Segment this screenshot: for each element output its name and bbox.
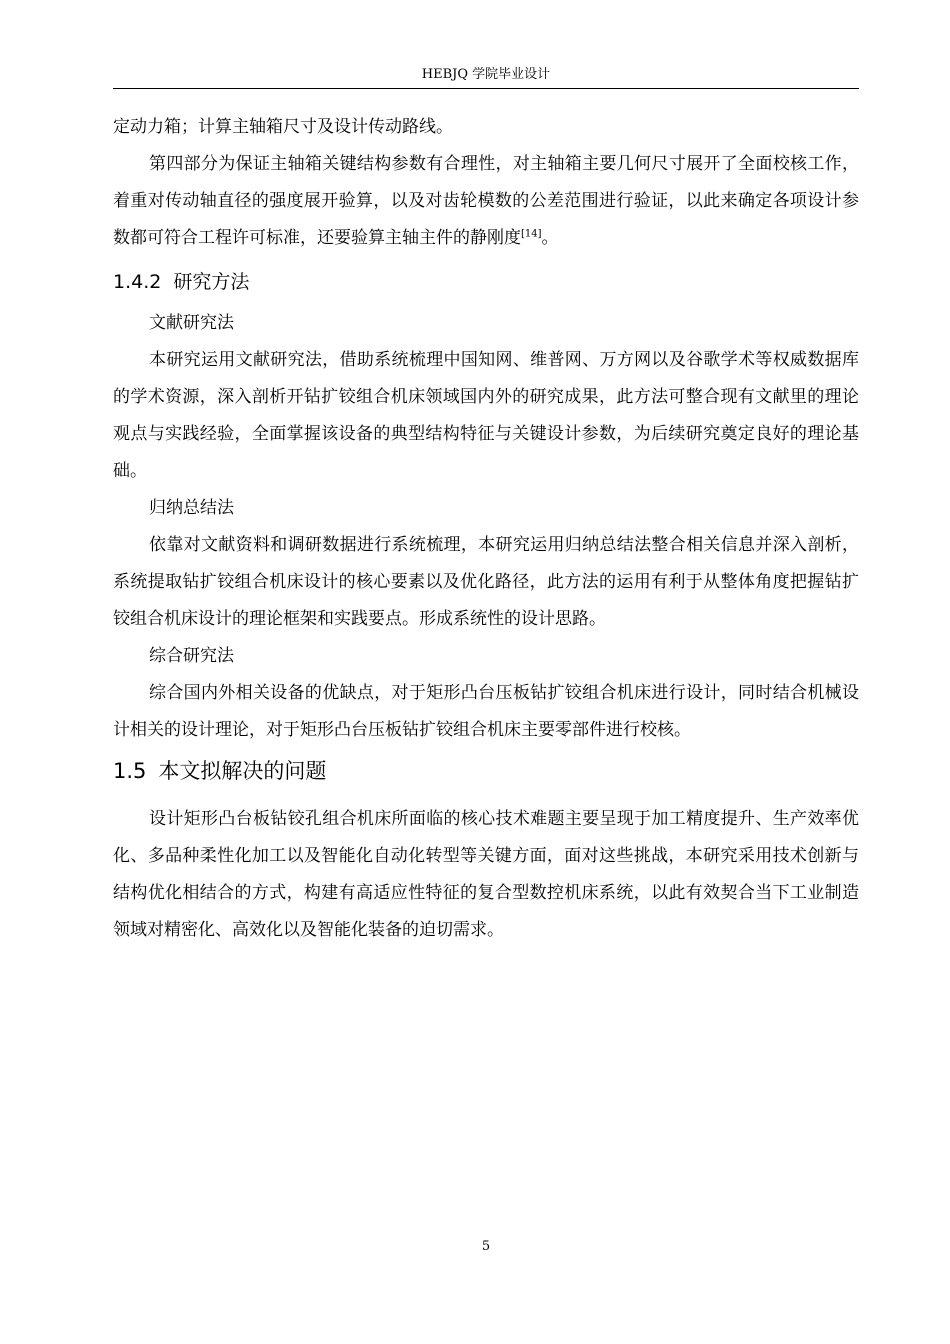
method-3-title: 综合研究法: [149, 646, 234, 666]
method-2-text: 依靠对文献资料和调研数据进行系统梳理，本研究运用归纳总结法整合相关信息并深入剖析，系统提取钻扩铰组合机床设计的核心要素以及优化路径，此方法的运用有利于从整体角度把握钻扩铰组合机床设计的理论框架和实践要点。形成系统性的设计思路。: [113, 535, 859, 629]
page-content: [113, 109, 859, 949]
page-number: 5: [481, 1239, 491, 1254]
method-2-title: 归纳总结法: [149, 498, 234, 518]
paragraph-last: 设计矩形凸台板钻铰孔组合机床所面临的核心技术难题主要呈现于加工精度提升、生产效率优化、多品种柔性化加工以及智能化自动化转型等关键方面，面对这些挑战，本研究采用技术创新与结构优化相结合的方式，构建有高适应性特征的复合型数控机床系统，以此有效契合当下工业制造领域对精密化、高效化以及智能化装备的迫切需求。: [113, 809, 859, 940]
section-1-5-number: 1.5: [113, 759, 147, 783]
section-1-4-2-heading: [113, 263, 859, 301]
method-1-title: 文献研究法: [149, 313, 234, 333]
section-1-4-2-title: 研究方法: [173, 271, 250, 293]
page-header: HEBJQ 学院毕业设计: [421, 67, 551, 82]
citation-14[interactable]: [14]: [521, 228, 542, 240]
paragraph-1: 定动力箱；计算主轴箱尺寸及设计传动路线。: [113, 117, 453, 137]
section-1-4-2-number: 1.4.2: [113, 271, 162, 293]
method-3-text: 综合国内外相关设备的优缺点，对于矩形凸台压板钻扩铰组合机床进行设计，同时结合机械设计相关的设计理论，对于矩形凸台压板钻扩铰组合机床主要零部件进行校核。: [113, 683, 859, 740]
paragraph-2-text: 第四部分为保证主轴箱关键结构参数有合理性，对主轴箱主要几何尺寸展开了全面校核工作，着重对传动轴直径的强度展开验算，以及对齿轮模数的公差范围进行验证，以此来确定各项设计参数都可符合工程许可标准，还要验算主轴主件的静刚度: [113, 154, 859, 248]
paragraph-2: [113, 146, 859, 257]
header-rule: [113, 88, 859, 89]
method-1-text: 本研究运用文献研究法，借助系统梳理中国知网、维普网、万方网以及谷歌学术等权威数据库的学术资源，深入剖析开钻扩铰组合机床领域国内外的研究成果，此方法可整合现有文献里的理论观点与实践经验，全面掌握该设备的典型结构特征与关键设计参数，为后续研究奠定良好的理论基础。: [113, 350, 859, 481]
section-1-5-heading: [113, 751, 859, 791]
section-1-5-title: 本文拟解决的问题: [158, 759, 327, 783]
paragraph-2-end: 。: [541, 228, 559, 248]
